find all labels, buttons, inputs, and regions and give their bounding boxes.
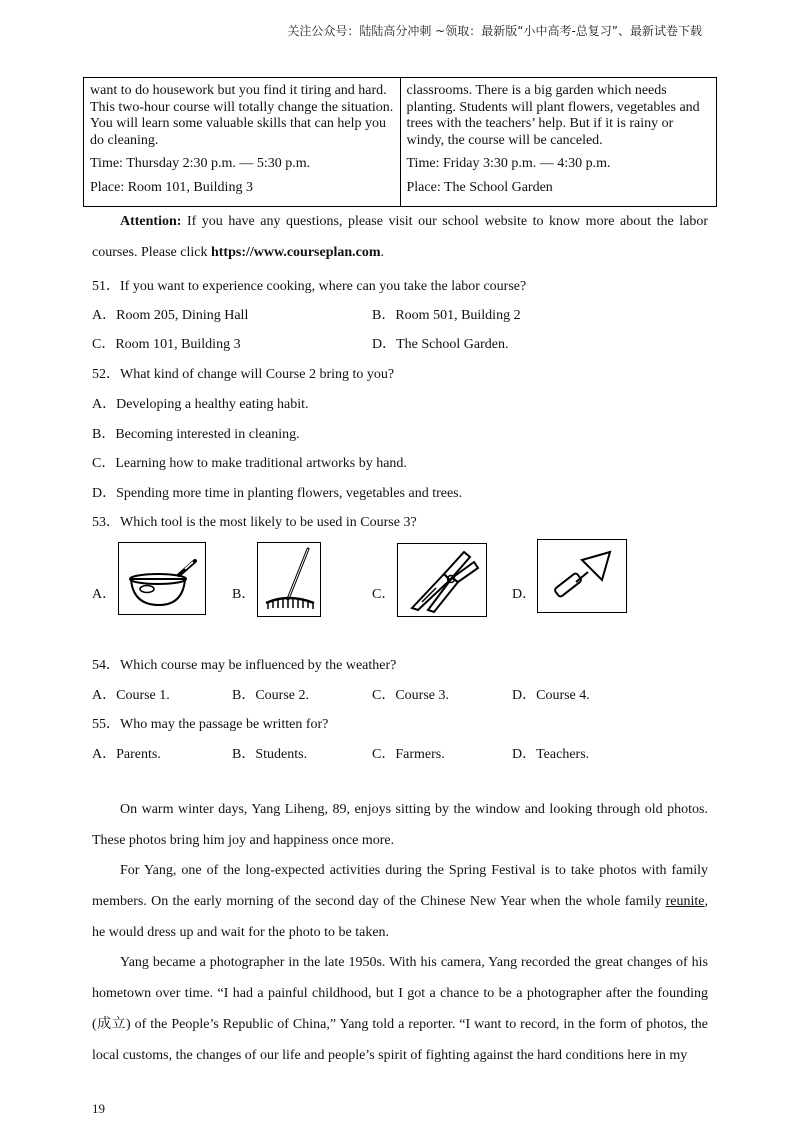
q51-option-b: B．Room 501, Building 2 — [372, 308, 521, 323]
page-header: 关注公众号：陆陆高分冲刺 ~领取：最新版“小中高考-总复习”、最新试卷下载 — [287, 24, 702, 38]
page-number: 19 — [92, 1101, 105, 1116]
q51-option-d: D．The School Garden. — [372, 337, 509, 352]
q54-option-d: D．Course 4. — [512, 688, 590, 703]
passage-paragraph-2-end: , he would dress up and wait for the photo to be taken. — [92, 894, 708, 940]
passage-paragraph-3: Yang became a photographer in the late 1950s. With his camera, Yang recorded the great changes of his hometown over time. “I had a painful childhood, but I got a chance to be a photographer after the founding (成立) of the People’s Republic of China,” Yang told a reporter. “I want to record, in the form of photos, the local customs, the changes of our life and people’s spirit of fighting against the hard conditions here in my — [92, 955, 708, 1063]
rake-picture — [257, 542, 321, 617]
trowel-icon — [538, 540, 626, 612]
q55-option-b: B．Students. — [232, 747, 308, 762]
rake-icon — [258, 543, 320, 616]
pliers-icon — [398, 544, 486, 616]
q51-option-a: A．Room 205, Dining Hall — [92, 308, 249, 323]
pliers-picture — [397, 543, 487, 617]
q54-stem: 54．Which course may be influenced by the weather? — [92, 658, 397, 673]
q55-option-d: D．Teachers. — [512, 747, 590, 762]
q53-option-b: B． — [232, 587, 256, 602]
q55-option-a: A．Parents. — [92, 747, 161, 762]
course-right-description: classrooms. There is a big garden which needs planting. Students will plant flowers, vegetables and trees with the teachers’ help. But if it is rainy or windy, the course will be canceled. — [406, 83, 700, 148]
trowel-picture — [537, 539, 627, 613]
passage-paragraph-1: On warm winter days, Yang Liheng, 89, enjoys sitting by the window and looking through old photos. These photos bring him joy and happiness once more. — [92, 802, 708, 848]
course-right-time: Time: Friday 3:30 p.m. — 4:30 p.m. — [406, 156, 611, 171]
passage-paragraph-2-start: For Yang, one of the long-expected activities during the Spring Festival is to take photos with family members. On the early morning of the second day of the Chinese New Year when the whole family — [92, 863, 708, 909]
course-left-time: Time: Thursday 2:30 p.m. — 5:30 p.m. — [90, 156, 311, 171]
course-left-description: want to do housework but you find it tiring and hard. This two-hour course will totally change the situation. You will learn some valuable skills that can help you do cleaning. — [90, 83, 394, 148]
passage-paragraph-2 — [92, 855, 708, 948]
q54-option-b: B．Course 2. — [232, 688, 309, 703]
attention-paragraph — [92, 206, 708, 268]
q52-stem: 52．What kind of change will Course 2 bring to you? — [92, 367, 395, 382]
q53-option-c: C． — [372, 587, 396, 602]
course-right-place: Place: The School Garden — [406, 179, 553, 195]
q52-option-b: B．Becoming interested in cleaning. — [92, 427, 300, 442]
attention-label: Attention: — [120, 214, 182, 229]
q55-option-c: C．Farmers. — [372, 747, 445, 762]
attention-text: If you have any questions, please visit our school website to know more about the labor courses. Please click — [92, 214, 708, 260]
q55-stem: 55．Who may the passage be written for? — [92, 717, 329, 732]
q51-option-c: C．Room 101, Building 3 — [92, 337, 241, 352]
q53-option-d: D． — [512, 587, 537, 602]
wok-icon — [119, 543, 205, 614]
q52-option-d: D．Spending more time in planting flowers, vegetables and trees. — [92, 486, 463, 501]
q54-option-a: A．Course 1. — [92, 688, 170, 703]
q54-option-c: C．Course 3. — [372, 688, 449, 703]
q52-option-c: C．Learning how to make traditional artworks by hand. — [92, 456, 407, 471]
attention-end: . — [380, 245, 385, 260]
attention-link[interactable]: https://www.courseplan.com — [210, 245, 381, 260]
q51-stem: 51．If you want to experience cooking, where can you take the labor course? — [92, 279, 527, 294]
course-cell-right — [400, 78, 717, 207]
q53-stem: 53．Which tool is the most likely to be used in Course 3? — [92, 515, 417, 530]
course-table — [83, 77, 717, 207]
course-cell-left — [84, 78, 401, 207]
q52-option-a: A．Developing a healthy eating habit. — [92, 397, 309, 412]
q53-option-a: A． — [92, 587, 117, 602]
underlined-word: reunite — [665, 894, 705, 909]
course-left-place: Place: Room 101, Building 3 — [90, 179, 253, 195]
wok-picture — [118, 542, 206, 615]
